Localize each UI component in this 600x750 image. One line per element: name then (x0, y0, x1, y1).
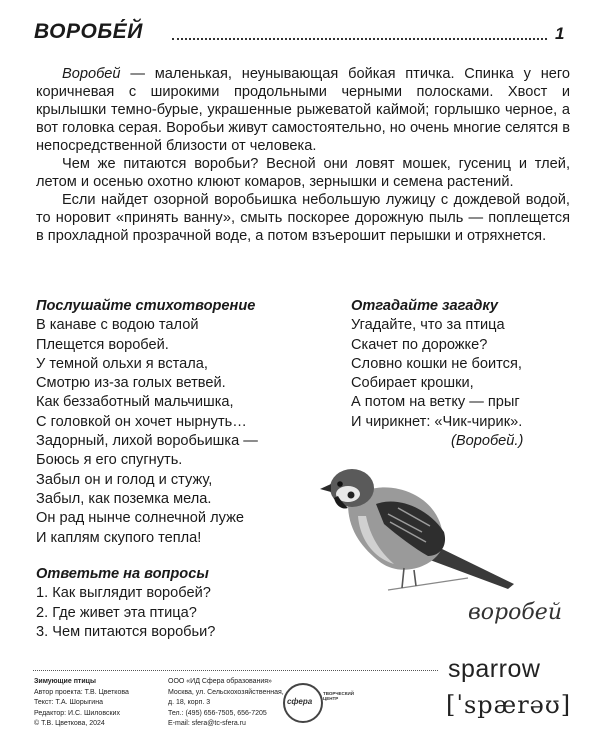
logo-text: сфера (287, 697, 313, 706)
riddle-heading: Отгадайте загадку (351, 298, 499, 314)
poem-line: И каплям скупого тепла! (36, 529, 202, 546)
article-paragraph-3: Если найдет озорной воробьишка небольшую лужицу с дождевой водой, то норовит «принять ванну», смыть поскорее дорожную пыль — поплещется в прохладной прозрачной воде, а потом взъерошит перышки и отряхнется. (36, 192, 570, 244)
poem-line: Смотрю из-за голых ветвей. (36, 375, 226, 392)
footer-line: Текст: Т.А. Шорыгина (34, 699, 103, 706)
article (36, 65, 570, 245)
lead-word: Воробей (62, 66, 121, 82)
poem-line: У темной ольхи я встала, (36, 355, 208, 372)
poem-line: Задорный, лихой воробьишка — (36, 433, 258, 450)
footer-line: ООО «ИД Сфера образования» (168, 678, 272, 685)
article-paragraph-2: Чем же питаются воробьи? Весной они ловят мошек, гусениц и тлей, летом и осенью охотно клюют комаров, зернышки и семена растений. (36, 156, 570, 190)
sparrow-illustration (318, 452, 518, 602)
poem-line: С головкой он хочет нырнуть… (36, 413, 247, 430)
question-item: 1. Как выглядит воробей? (36, 585, 211, 602)
riddle-line: А потом на ветку — прыг (351, 394, 520, 411)
transcription: [ˈspærəʊ] (446, 691, 572, 719)
paragraph-1-text: — маленькая, неунывающая бойкая птичка. Спинка у него коричневая с широкими продольными черными полосками. Хвост и крылышки темно-бурые, украшенные рыжеватой каймой; горлышко черное, а вот головка серая. Воробьи живут самостоятельно, но очень многие селятся в непосредственной близости от человека. (36, 66, 570, 154)
page-title: ВОРОБЕ́Й (34, 20, 143, 43)
article-paragraph-1 (36, 65, 570, 155)
poem-section (36, 297, 326, 548)
poem-line: В канаве с водою талой (36, 317, 199, 334)
footer-line: Москва, ул. Сельскохозяйственная, (168, 688, 284, 696)
questions-section (36, 565, 316, 642)
footer-series-title: Зимующие птицы (34, 678, 96, 685)
footer-line: Автор проекта: Т.В. Цветкова (34, 688, 129, 696)
poem-line: Как беззаботный мальчишка, (36, 394, 234, 411)
footer-line: Редактор: И.С. Шиловских (34, 709, 120, 717)
riddle-section (351, 297, 581, 451)
poem-line: Он рад нынче солнечной луже (36, 510, 244, 527)
footer-credits (34, 677, 174, 730)
footer-divider (33, 670, 438, 671)
russian-word-cursive: воробей (468, 600, 562, 625)
footer-line: © Т.В. Цветкова, 2024 (34, 720, 105, 727)
poem-line: Забыл, как поземка мела. (36, 490, 212, 507)
question-item: 3. Чем питаются воробьи? (36, 623, 216, 640)
footer-line: Тел.: (495) 656-7505, 656-7205 (168, 709, 267, 717)
page-number: 1 (555, 24, 565, 43)
poem-line: Боюсь я его спугнуть. (36, 452, 183, 469)
question-item: 2. Где живет эта птица? (36, 604, 197, 621)
title-leader-dots (172, 38, 547, 40)
riddle-line: Угадайте, что за птица (351, 317, 505, 334)
poem-line: Плещется воробей. (36, 336, 169, 353)
footer-line: E-mail: sfera@tc-sfera.ru (168, 720, 246, 727)
riddle-line: И чирикнет: «Чик-чирик». (351, 413, 523, 430)
logo-subtitle: ТВОРЧЕСКИЙ ЦЕНТР (323, 691, 355, 701)
riddle-answer: (Воробей.) (451, 433, 524, 450)
riddle-line: Словно кошки не боится, (351, 355, 522, 372)
footer-line: д. 18, корп. 3 (168, 699, 211, 706)
english-word: sparrow (448, 655, 541, 683)
questions-heading: Ответьте на вопросы (36, 566, 209, 582)
riddle-line: Скачет по дорожке? (351, 336, 488, 353)
poem-line: Забыл он и голод и стужу, (36, 471, 213, 488)
riddle-line: Собирает крошки, (351, 375, 474, 392)
poem-heading: Послушайте стихотворение (36, 298, 256, 314)
